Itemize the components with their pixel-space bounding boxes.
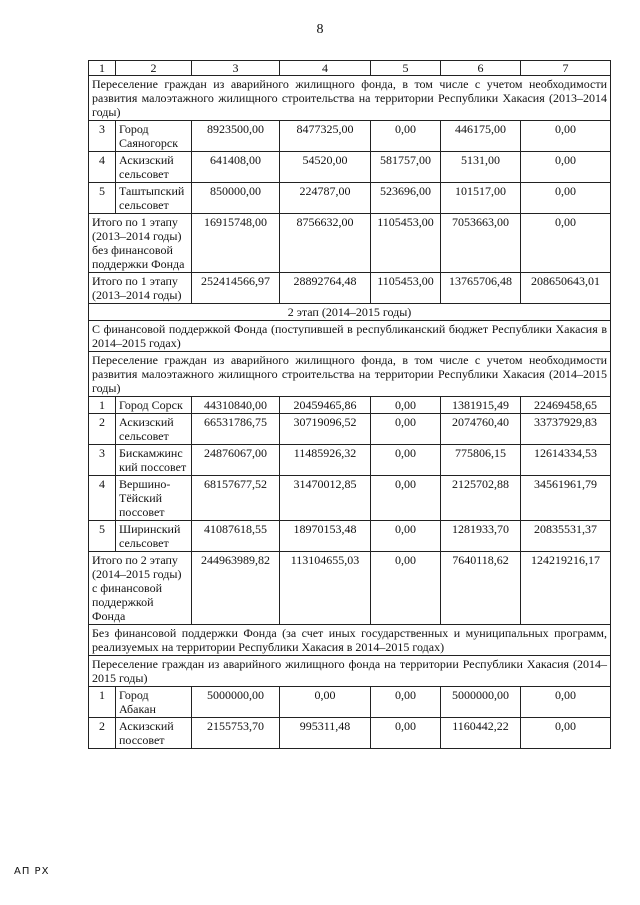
table-row: [89, 687, 611, 718]
amount-cell: 1105453,00: [371, 273, 441, 304]
amount-cell: 8477325,00: [280, 121, 371, 152]
row-number: 1: [89, 687, 116, 718]
table-row: [89, 521, 611, 552]
amount-cell: 0,00: [371, 414, 441, 445]
amount-cell: 41087618,55: [192, 521, 280, 552]
total-label: Итого по 1 этапу (2013–2014 годы): [89, 273, 192, 304]
footer-mark: АП РХ: [14, 866, 50, 877]
table-row: [89, 445, 611, 476]
row-number: 1: [89, 397, 116, 414]
amount-cell: 7640118,62: [441, 552, 521, 625]
amount-cell: 16915748,00: [192, 214, 280, 273]
row-number: 4: [89, 476, 116, 521]
section-row: [89, 625, 611, 656]
amount-cell: 20835531,37: [521, 521, 611, 552]
table-row: [89, 414, 611, 445]
amount-cell: 0,00: [371, 476, 441, 521]
row-number: 2: [89, 414, 116, 445]
amount-cell: 8923500,00: [192, 121, 280, 152]
amount-cell: 124219216,17: [521, 552, 611, 625]
amount-cell: 18970153,48: [280, 521, 371, 552]
municipality-name: Аскизский сельсовет: [116, 414, 192, 445]
amount-cell: 2155753,70: [192, 718, 280, 749]
municipality-name: Город Саяногорск: [116, 121, 192, 152]
amount-cell: 523696,00: [371, 183, 441, 214]
municipality-name: Аскизский поссовет: [116, 718, 192, 749]
amount-cell: 68157677,52: [192, 476, 280, 521]
amount-cell: 1160442,22: [441, 718, 521, 749]
section-title: Переселение граждан из аварийного жилищного фонда, в том числе с учетом необходимости развития малоэтажного жилищного строительства на территории Республики Хакасия (2013–2014 годы): [89, 76, 611, 121]
column-header: 7: [521, 61, 611, 76]
amount-cell: 0,00: [371, 552, 441, 625]
amount-cell: 0,00: [371, 121, 441, 152]
header-row: [89, 61, 611, 76]
amount-cell: 0,00: [521, 183, 611, 214]
amount-cell: 11485926,32: [280, 445, 371, 476]
amount-cell: 995311,48: [280, 718, 371, 749]
program-table: [88, 60, 611, 749]
amount-cell: 101517,00: [441, 183, 521, 214]
row-number: 3: [89, 445, 116, 476]
amount-cell: 0,00: [371, 445, 441, 476]
amount-cell: 5000000,00: [192, 687, 280, 718]
table-row: [89, 152, 611, 183]
amount-cell: 13765706,48: [441, 273, 521, 304]
table-row: [89, 121, 611, 152]
amount-cell: 0,00: [371, 718, 441, 749]
row-number: 4: [89, 152, 116, 183]
column-header: 6: [441, 61, 521, 76]
column-header: 3: [192, 61, 280, 76]
section-row: [89, 352, 611, 397]
section-row: [89, 656, 611, 687]
amount-cell: 0,00: [371, 521, 441, 552]
amount-cell: 5000000,00: [441, 687, 521, 718]
amount-cell: 2074760,40: [441, 414, 521, 445]
amount-cell: 7053663,00: [441, 214, 521, 273]
amount-cell: 0,00: [280, 687, 371, 718]
amount-cell: 24876067,00: [192, 445, 280, 476]
amount-cell: 34561961,79: [521, 476, 611, 521]
section-row: [89, 304, 611, 321]
total-label: Итого по 1 этапу (2013–2014 годы) без финансовой поддержки Фонда: [89, 214, 192, 273]
total-label: Итого по 2 этапу (2014–2015 годы) с финансовой поддержкой Фонда: [89, 552, 192, 625]
total-row: [89, 552, 611, 625]
amount-cell: 1381915,49: [441, 397, 521, 414]
amount-cell: 0,00: [521, 687, 611, 718]
municipality-name: Бискамжинский поссовет: [116, 445, 192, 476]
amount-cell: 28892764,48: [280, 273, 371, 304]
municipality-name: Ширинский сельсовет: [116, 521, 192, 552]
amount-cell: 20459465,86: [280, 397, 371, 414]
amount-cell: 31470012,85: [280, 476, 371, 521]
amount-cell: 775806,15: [441, 445, 521, 476]
row-number: 3: [89, 121, 116, 152]
municipality-name: Вершино-Тёйский поссовет: [116, 476, 192, 521]
amount-cell: 44310840,00: [192, 397, 280, 414]
amount-cell: 22469458,65: [521, 397, 611, 414]
total-row: [89, 214, 611, 273]
municipality-name: Город Сорск: [116, 397, 192, 414]
amount-cell: 30719096,52: [280, 414, 371, 445]
total-row: [89, 273, 611, 304]
amount-cell: 208650643,01: [521, 273, 611, 304]
table-row: [89, 718, 611, 749]
amount-cell: 0,00: [521, 718, 611, 749]
amount-cell: 0,00: [371, 687, 441, 718]
row-number: 5: [89, 183, 116, 214]
section-title: Переселение граждан из аварийного жилищного фонда на территории Республики Хакасия (2014–2015 годы): [89, 656, 611, 687]
row-number: 2: [89, 718, 116, 749]
table-row: [89, 397, 611, 414]
amount-cell: 1281933,70: [441, 521, 521, 552]
amount-cell: 446175,00: [441, 121, 521, 152]
amount-cell: 224787,00: [280, 183, 371, 214]
section-title: Переселение граждан из аварийного жилищного фонда, в том числе с учетом необходимости развития малоэтажного жилищного строительства на территории Республики Хакасия (2014–2015 годы): [89, 352, 611, 397]
amount-cell: 850000,00: [192, 183, 280, 214]
table-row: [89, 476, 611, 521]
amount-cell: 54520,00: [280, 152, 371, 183]
section-row: [89, 321, 611, 352]
column-header: 1: [89, 61, 116, 76]
section-title: С финансовой поддержкой Фонда (поступившей в республиканский бюджет Республики Хакасия в 2014–2015 годах): [89, 321, 611, 352]
municipality-name: Город Абакан: [116, 687, 192, 718]
amount-cell: 8756632,00: [280, 214, 371, 273]
amount-cell: 2125702,88: [441, 476, 521, 521]
section-row: [89, 76, 611, 121]
municipality-name: Таштыпский сельсовет: [116, 183, 192, 214]
amount-cell: 641408,00: [192, 152, 280, 183]
amount-cell: 1105453,00: [371, 214, 441, 273]
amount-cell: 252414566,97: [192, 273, 280, 304]
amount-cell: 33737929,83: [521, 414, 611, 445]
column-header: 5: [371, 61, 441, 76]
amount-cell: 66531786,75: [192, 414, 280, 445]
amount-cell: 12614334,53: [521, 445, 611, 476]
column-header: 4: [280, 61, 371, 76]
table-row: [89, 183, 611, 214]
amount-cell: 244963989,82: [192, 552, 280, 625]
amount-cell: 0,00: [521, 152, 611, 183]
amount-cell: 0,00: [521, 121, 611, 152]
amount-cell: 0,00: [521, 214, 611, 273]
amount-cell: 5131,00: [441, 152, 521, 183]
column-header: 2: [116, 61, 192, 76]
row-number: 5: [89, 521, 116, 552]
amount-cell: 581757,00: [371, 152, 441, 183]
amount-cell: 113104655,03: [280, 552, 371, 625]
section-title: 2 этап (2014–2015 годы): [89, 304, 611, 321]
amount-cell: 0,00: [371, 397, 441, 414]
section-title: Без финансовой поддержки Фонда (за счет иных государственных и муниципальных программ, реализуемых на территории Республики Хакасия в 2014–2015 годах): [89, 625, 611, 656]
municipality-name: Аскизский сельсовет: [116, 152, 192, 183]
page-number: 8: [316, 22, 324, 37]
